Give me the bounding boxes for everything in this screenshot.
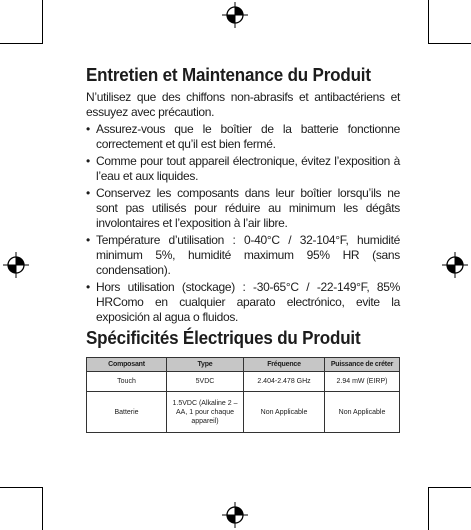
spec-table	[86, 357, 400, 433]
registration-mark-left-icon	[3, 252, 29, 278]
crop-mark-bottom-left	[42, 487, 43, 530]
table-cell: 5VDC	[167, 372, 244, 392]
table-header-cell: Puissance de créter	[325, 358, 400, 372]
care-bullet: • Assurez-vous que le boîtier de la batterie fonctionne correctement et qu’il est bien fermé.	[86, 122, 400, 152]
crop-mark-right-top	[429, 43, 471, 44]
table-cell: 1.5VDC (Alkaline 2 – AA, 1 pour chaque appareil)	[167, 392, 244, 433]
table-header-cell: Fréquence	[244, 358, 325, 372]
care-intro: N’utilisez que des chiffons non-abrasifs et antibactériens et essuyez avec précaution.	[86, 90, 400, 119]
table-header-cell: Type	[167, 358, 244, 372]
table-cell: Non Applicable	[244, 392, 325, 433]
table-header-cell: Composant	[87, 358, 167, 372]
care-bullet: • Conservez les composants dans leur boîtier lorsqu’ils ne sont pas utilisés pour réduire au minimum les dégâts involontaires et l’exposition à l’air libre.	[86, 186, 400, 231]
registration-mark-top-icon	[222, 2, 248, 28]
table-cell: Non Applicable	[325, 392, 400, 433]
care-bullet: • Température d’utilisation : 0-40°C / 32-104°F, humidité minimum 5%, humidité maximum 95% HR (sans condensation).	[86, 233, 400, 278]
crop-mark-right-bottom	[429, 487, 471, 488]
care-bullet: • Comme pour tout appareil électronique, évitez l’exposition à l’eau et aux liquides.	[86, 154, 400, 184]
table-row	[87, 392, 400, 433]
table-cell: 2.404-2.478 GHz	[244, 372, 325, 392]
registration-mark-right-icon	[442, 252, 468, 278]
registration-mark-bottom-icon	[222, 502, 248, 528]
crop-mark-top-left	[42, 0, 43, 44]
table-cell: Touch	[87, 372, 167, 392]
section-title-electrical: Spécificités Électriques du Produit	[86, 327, 361, 348]
table-row	[87, 372, 400, 392]
crop-mark-bottom-right	[428, 487, 429, 530]
document-body	[86, 64, 400, 433]
crop-mark-left-bottom	[0, 487, 42, 488]
care-bullet-list	[86, 122, 400, 325]
crop-mark-left-top	[0, 43, 42, 44]
crop-mark-top-right	[428, 0, 429, 44]
care-bullet: • Hors utilisation (stockage) : -30-65°C / -22-149°F, 85% HRComo en cualquier aparato electrónico, evite la exposición al agua o fluidos.	[86, 280, 400, 325]
table-cell: 2.94 mW (EIRP)	[325, 372, 400, 392]
section-title-care: Entretien et Maintenance du Produit	[86, 64, 371, 85]
table-cell: Batterie	[87, 392, 167, 433]
table-header-row	[87, 358, 400, 372]
